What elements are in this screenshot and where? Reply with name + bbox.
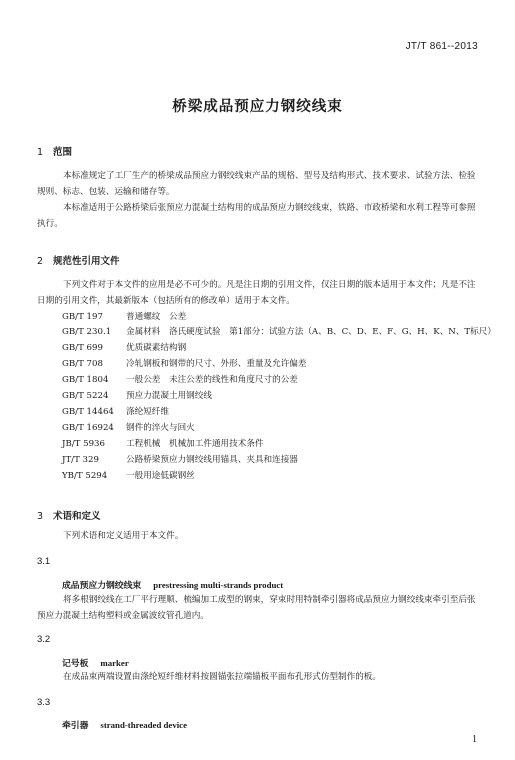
reference-item (62, 421, 195, 436)
reference-code: GB/T 14464 (62, 407, 114, 417)
reference-title: 公路桥梁预应力钢绞线用锚具、夹具和连接器 (126, 455, 298, 465)
section-title: 术语和定义 (53, 511, 101, 522)
reference-item (62, 310, 186, 325)
reference-title: 工程机械 机械加工件通用技术条件 (126, 439, 264, 449)
reference-item (62, 373, 298, 388)
section-3-heading (37, 508, 101, 522)
term-number: 3.3 (37, 697, 51, 708)
scope-paragraph-1: 本标准规定了工厂生产的桥梁成品预应力钢绞线束产品的规格、型号及结构形式、技术要求、试验方法、检验规则、标志、包装、运输和储存等。 (37, 171, 476, 197)
reference-code: GB/T 197 (62, 312, 103, 322)
reference-title: 预应力混凝土用钢绞线 (126, 391, 212, 401)
reference-code: JB/T 5936 (62, 439, 105, 449)
reference-item (62, 405, 169, 420)
term-english: prestressing multi-strands product (153, 580, 284, 590)
term-number: 3.2 (37, 634, 51, 645)
reference-item (62, 341, 186, 356)
section-2-heading (37, 253, 120, 267)
standard-code-header: JT/T 861--2013 (405, 41, 478, 52)
reference-code: GB/T 230.1 (62, 327, 112, 337)
term-chinese: 记号板 (62, 659, 89, 669)
reference-code: GB/T 708 (62, 359, 103, 369)
reference-item (62, 357, 306, 372)
term-chinese: 成品预应力钢绞线束 (62, 581, 142, 591)
term-heading (62, 578, 283, 591)
term-english: strand-threaded device (100, 720, 187, 730)
reference-title: 普通螺纹 公差 (126, 312, 187, 322)
page-number: 1 (472, 734, 477, 745)
reference-item (62, 469, 195, 484)
reference-title: 金属材料 洛氏硬度试验 第1部分：试验方法（A、B、C、D、E、F、G、H、K、N、T标尺） (126, 327, 496, 337)
reference-code: GB/T 699 (62, 343, 103, 353)
term-heading (62, 718, 187, 731)
section-number: 2 (37, 256, 44, 267)
reference-code: GB/T 5224 (62, 391, 109, 401)
reference-item (62, 453, 298, 468)
reference-title: 一般公差 未注公差的线性和角度尺寸的公差 (126, 375, 298, 385)
reference-title: 涤纶短纤维 (126, 407, 169, 417)
reference-title: 钢件的淬火与回火 (126, 423, 195, 433)
section-title: 规范性引用文件 (53, 256, 120, 267)
term-number: 3.1 (37, 556, 51, 567)
reference-title: 优质碳素结构钢 (126, 343, 187, 353)
document-title: 桥梁成品预应力钢绞线束 (172, 99, 343, 115)
reference-item (62, 325, 496, 340)
term-definition: 在成品束两端设置由涤纶短纤维材料按圆锚张拉端锚板平面布孔形式仿型制作的板。 (63, 672, 381, 682)
reference-item (62, 437, 264, 452)
section-1-heading (37, 144, 72, 158)
reference-code: GB/T 16924 (62, 423, 114, 433)
section-number: 3 (37, 511, 44, 522)
term-heading (62, 656, 129, 669)
term-definition: 将多根钢绞线在工厂平行理顺、梳编加工成型的钢束，穿束时用特制牵引器将成品预应力钢绞线束牵引至后张预应力混凝土结构塑料或金属波纹管孔道内。 (37, 595, 476, 621)
terms-intro: 下列术语和定义适用于本文件。 (63, 531, 184, 541)
reference-item (62, 389, 212, 404)
reference-code: JT/T 329 (62, 455, 99, 465)
term-english: marker (100, 658, 129, 668)
reference-code: GB/T 1804 (62, 375, 109, 385)
section-number: 1 (37, 147, 44, 158)
references-intro: 下列文件对于本文件的应用是必不可少的。凡是注日期的引用文件，仅注日期的版本适用于本文件；凡是不注日期的引用文件，其最新版本（包括所有的修改单）适用于本文件。 (37, 280, 476, 306)
reference-title: 冷轧钢板和钢带的尺寸、外形、重量及允许偏差 (126, 359, 307, 369)
term-chinese: 牵引器 (62, 721, 89, 731)
scope-paragraph-2: 本标准适用于公路桥梁后张预应力混凝土结构用的成品预应力钢绞线束，铁路、市政桥梁和水利工程等可参照执行。 (37, 203, 476, 229)
reference-code: YB/T 5294 (62, 471, 108, 481)
section-title: 范围 (53, 147, 73, 158)
reference-title: 一般用途低碳钢丝 (126, 471, 195, 481)
